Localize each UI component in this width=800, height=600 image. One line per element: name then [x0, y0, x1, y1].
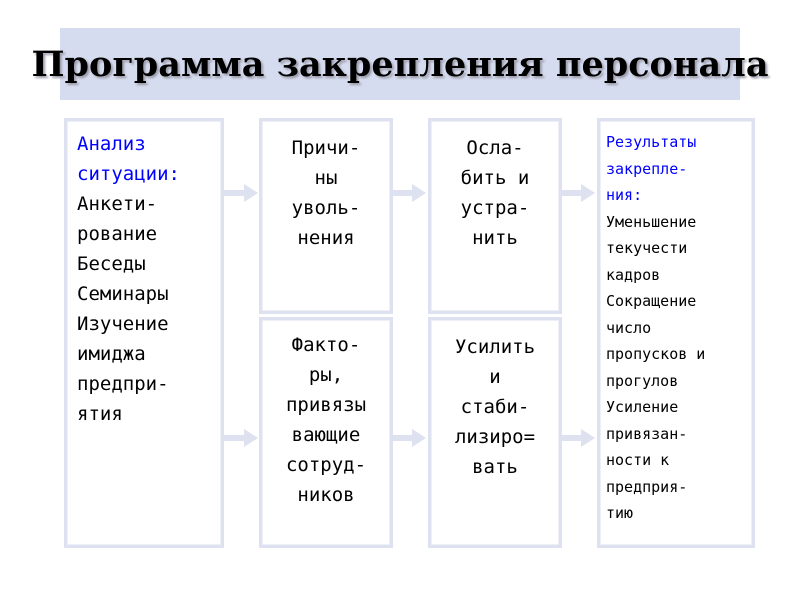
results-heading-line: закрепле- [606, 159, 688, 178]
factors-line: ры, [308, 364, 344, 386]
analysis-item: Беседы [77, 253, 146, 275]
results-box [597, 118, 755, 548]
results-item: число [606, 318, 652, 337]
strengthen-text [431, 332, 559, 482]
results-text [606, 129, 705, 527]
reasons-line: ны [314, 167, 338, 189]
arrow-right-icon [223, 428, 259, 448]
reasons-line: нения [297, 227, 355, 249]
arrow-right-icon [560, 428, 596, 448]
analysis-heading-line: ситуации: [77, 163, 180, 185]
strengthen-box [428, 317, 562, 548]
reasons-text [262, 133, 390, 253]
arrow-right-icon [560, 183, 596, 203]
results-item: кадров [606, 265, 661, 284]
results-item: Уменьшение [606, 212, 697, 231]
weaken-line: устра- [460, 197, 530, 219]
analysis-item: Семинары [77, 283, 169, 305]
factors-text [262, 330, 390, 510]
results-item: ности к [606, 451, 670, 469]
analysis-item: Изучение [77, 313, 169, 335]
strengthen-line: стаби- [460, 396, 530, 418]
factors-line: привязы [285, 394, 367, 416]
weaken-line: Осла- [466, 137, 524, 159]
weaken-line: бить и [460, 167, 530, 189]
factors-line: сотруд- [285, 454, 367, 476]
arrow-right-icon [391, 183, 427, 203]
results-item: тию [606, 504, 634, 522]
results-item: предприя- [606, 477, 688, 496]
weaken-line: нить [472, 227, 518, 249]
results-heading-line: ния: [606, 186, 643, 204]
analysis-item: предпри- [77, 373, 169, 395]
strengthen-line: Усилить [454, 336, 536, 358]
analysis-item: Анкети- [77, 193, 158, 215]
factors-line: Факто- [291, 334, 361, 356]
factors-box [259, 317, 393, 548]
analysis-item: ятия [77, 403, 123, 425]
strengthen-line: и [489, 366, 501, 388]
analysis-box [64, 118, 224, 548]
page-title: Программа закрепления персонала [31, 43, 769, 85]
analysis-item: рование [77, 223, 158, 245]
factors-line: ников [297, 484, 355, 506]
results-item: Сокращение [606, 292, 697, 310]
results-item: текучести [606, 239, 688, 257]
reasons-line: Причи- [291, 137, 361, 159]
weaken-box [428, 118, 562, 314]
strengthen-line: лизиро= [454, 426, 536, 448]
strengthen-line: вать [472, 456, 518, 478]
results-item: пропусков и [606, 345, 706, 363]
weaken-text [431, 133, 559, 253]
results-item: прогулов [606, 371, 679, 390]
results-item: Усиление [606, 398, 679, 416]
arrow-right-icon [223, 183, 259, 203]
title-banner [31, 28, 769, 100]
analysis-item: имиджа [77, 343, 146, 365]
analysis-text [77, 129, 180, 429]
analysis-heading-line: Анализ [77, 133, 146, 155]
results-heading-line: Результаты [606, 133, 697, 151]
factors-line: вающие [291, 424, 361, 446]
reasons-box [259, 118, 393, 314]
results-item: привязан- [606, 424, 688, 443]
reasons-line: уволь- [291, 197, 361, 219]
arrow-right-icon [391, 428, 427, 448]
